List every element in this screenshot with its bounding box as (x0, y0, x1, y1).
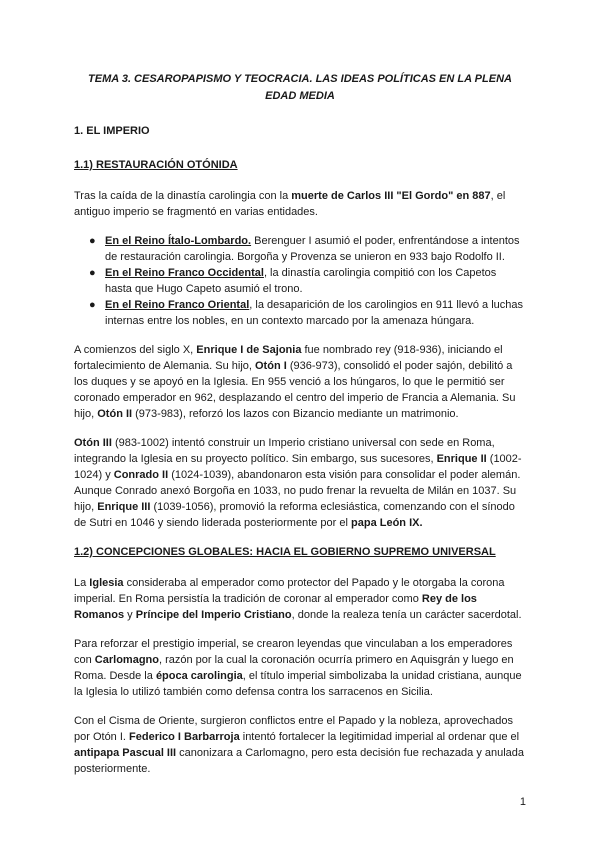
list-item-text: , la dinastía carolingia compitió con los Capetos hasta que Hugo Capeto asumió el trono. (105, 267, 497, 295)
text-run: Tras la caída de la dinastía carolingia con la (74, 190, 292, 202)
list-item (89, 297, 526, 329)
paragraph-cisma (74, 713, 526, 777)
paragraph-oton-iii (74, 435, 526, 531)
list-item-text: , la desaparición de los carolingios en 911 llevó a luchas internas entre los nobles, en un contexto marcado por la amenaza húngara. (105, 299, 524, 327)
text-run: Para reforzar el prestigio imperial, se crearon leyendas que vinculaban a los emperadores con (74, 638, 513, 666)
bold-run: Carlomagno (94, 654, 159, 666)
text-run: , donde la realeza tenía un carácter sacerdotal. (291, 609, 522, 621)
document-title: TEMA 3. CESAROPAPISMO Y TEOCRACIA. LAS IDEAS POLÍTICAS EN LA PLENA EDAD MEDIA (88, 73, 512, 102)
text-run: La (74, 577, 90, 589)
text-run: A comienzos del siglo X, (74, 344, 197, 356)
text-run: y (124, 609, 136, 621)
bold-run: Enrique I de Sajonia (196, 344, 302, 356)
list-item-label: En el Reino Ítalo-Lombardo. (105, 235, 252, 247)
bold-run: Enrique III (97, 501, 151, 513)
bullet-icon: ● (89, 235, 96, 247)
bullet-icon: ● (89, 267, 96, 279)
text-run: (1024-1039), abandonaron esta visión para consolidar el poder alemán. Aunque Conrado anexó Borgoña en 1033, no pudo frenar la revuelta de Milán en 1037. Su hijo, (74, 469, 521, 513)
subsection-heading-concepciones: 1.2) CONCEPCIONES GLOBALES: HACIA EL GOBIERNO SUPREMO UNIVERSAL (74, 546, 496, 558)
bold-run: Otón III (74, 437, 112, 449)
list-item-label: En el Reino Franco Occidental (105, 267, 264, 279)
bold-run: Enrique II (436, 453, 487, 465)
text-run: Con el Cisma de Oriente, surgieron conflictos entre el Papado y la nobleza, aprovechados por Otón I. (74, 715, 514, 743)
paragraph-intro (74, 188, 526, 220)
bold-run: época carolingia (155, 670, 243, 682)
text-run: (936-973), consolidó el poder sajón, debilitó a los duques y se apoyó en la Iglesia. En 955 venció a los húngaros, lo que le permitió ser coronado emperador en 962, desplazando el centro del imperio de Francia a Alemania. Su hijo, (74, 360, 516, 420)
text-run: canonizara a Carlomagno, pero esta decisión fue rechazada y anulada posteriormente. (74, 747, 525, 775)
text-run: , el título imperial simbolizaba la unidad cristiana, aunque la Iglesia lo utilizó también como defensa contra los sarracenos en Sicilia. (74, 670, 522, 698)
kingdoms-list (74, 233, 526, 329)
section-heading-imperio: 1. EL IMPERIO (74, 125, 150, 137)
bullet-icon: ● (89, 299, 96, 311)
list-item-label: En el Reino Franco Oriental (105, 299, 250, 311)
bold-run: Iglesia (89, 577, 124, 589)
text-run: fue nombrado rey (918-936), iniciando el fortalecimiento de Alemania. Su hijo, (74, 344, 503, 372)
bold-run: Príncipe del Imperio Cristiano (135, 609, 292, 621)
text-run: , razón por la cual la coronación ocurría primero en Aquisgrán y luego en Roma. Desde la (74, 654, 514, 682)
text-run: (973-983), reforzó los lazos con Bizancio mediante un matrimonio. (132, 408, 459, 420)
bold-run: muerte de Carlos III "El Gordo" en 887 (291, 190, 491, 202)
subsection-heading-restauracion: 1.1) RESTAURACIÓN OTÓNIDA (74, 159, 238, 171)
list-item-text: Berenguer I asumió el poder, enfrentándose a intentos de restauración carolingia. Borgoña y Provenza se unieron en 933 bajo Rodolfo II. (105, 235, 520, 263)
page-number: 1 (519, 796, 526, 808)
paragraph-prestigio (74, 636, 526, 700)
bold-run: Otón II (97, 408, 133, 420)
text-run: , el antiguo imperio se fragmentó en varias entidades. (74, 190, 506, 218)
bold-run: antipapa Pascual III (74, 747, 177, 759)
paragraph-enrique-sajonia (74, 342, 526, 422)
bold-run: Conrado II (113, 469, 169, 481)
text-run: (983-1002) intentó construir un Imperio cristiano universal con sede en Roma, integrando la Iglesia en su proyecto político. Sin embargo, sus sucesores, (74, 437, 495, 465)
list-item (89, 233, 526, 265)
bold-run: Federico I Barbarroja (129, 731, 240, 743)
text-run: (1002-1024) y (74, 453, 522, 481)
text-run: consideraba al emperador como protector del Papado y le otorgaba la corona imperial. En Roma persistía la tradición de coronar al emperador como (74, 577, 505, 605)
list-item (89, 265, 526, 297)
text-run: intentó fortalecer la legitimidad imperial al ordenar que el (239, 731, 520, 743)
bold-run: papa León IX. (351, 517, 423, 529)
text-run: (1039-1056), promovió la reforma eclesiástica, comenzando con el sínodo de Sutri en 1046 y siendo liderada posteriormente por el (74, 501, 515, 529)
bold-run: Rey de los Romanos (74, 593, 477, 621)
bold-run: Otón I (255, 360, 287, 372)
paragraph-iglesia (74, 575, 526, 623)
